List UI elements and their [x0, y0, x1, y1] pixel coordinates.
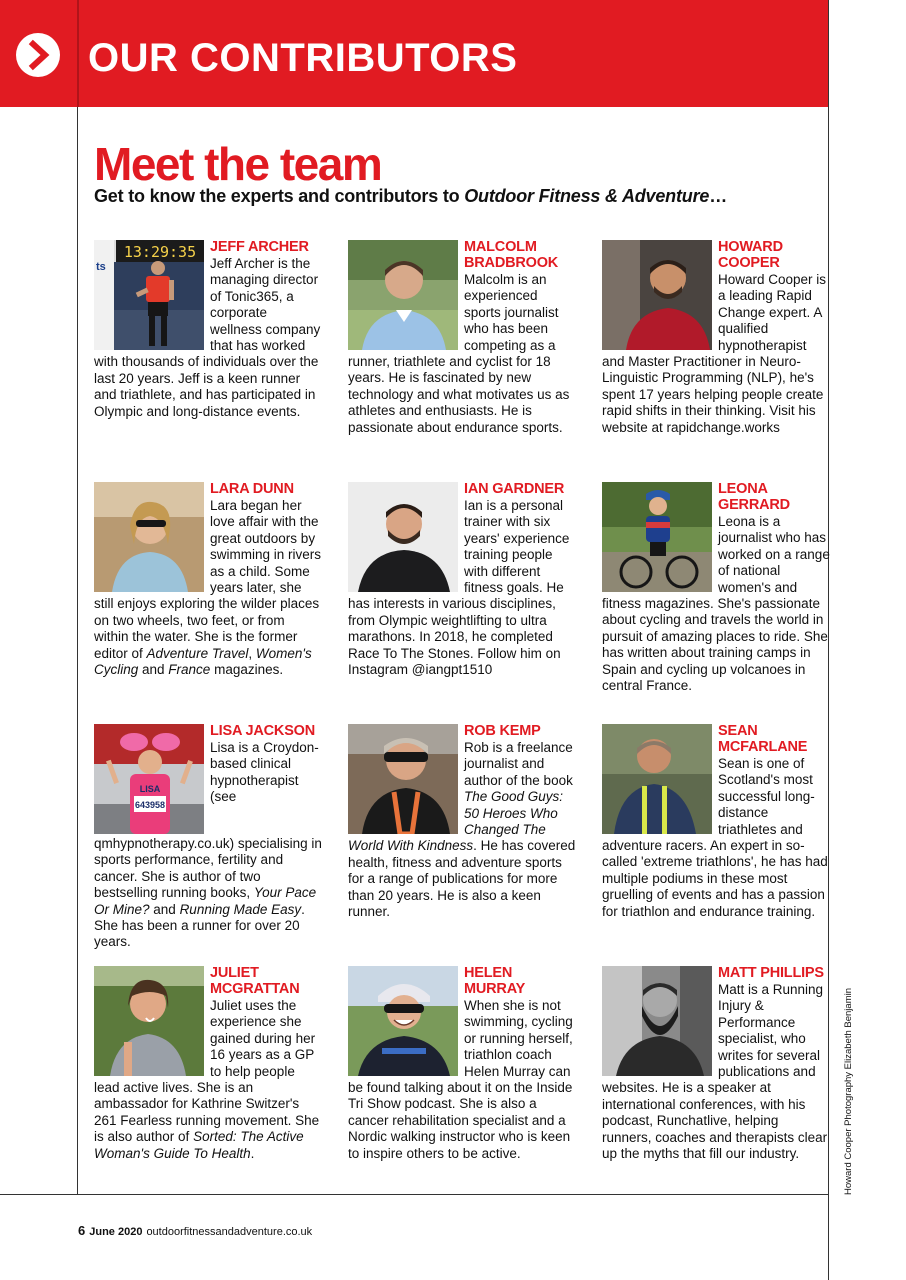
contributor-name: MATT PHILLIPS [718, 965, 824, 981]
contributor-name: IAN GARDNER [464, 481, 565, 497]
leona-gerrard-photo [602, 482, 712, 592]
svg-text:ts: ts [96, 261, 106, 273]
malcolm-bradbrook-photo [348, 240, 458, 350]
contributor-bio: Howard Cooper is a leading Rapid Change expert. A qualified hypnotherapist and Master Practitioner in Neuro-Linguistic Programming (NLP), he's spent 17 years helping people create rapid shifts in their thinking. Visit his website at rapidchange.works [602, 272, 827, 435]
contributor-bio: Rob is a freelance journalist and author of the book The Good Guys: 50 Heroes Who Changed The World With Kindness. He has covered health, fitness and adventure sports for a range of publications for more than 20 years. He is also a keen runner. [348, 740, 576, 920]
contributor-bio: Malcolm is an experienced sports journalist who has been competing as a runner, triathlete and cyclist for 18 years. He is fascinated by new technology and what motivates us as athletes and enthusiasts. He is passionate about endurance sports. [348, 272, 570, 435]
contributor-lisa-jackson [94, 724, 322, 952]
contributor-leona-gerrard [602, 482, 830, 710]
contributor-name: JEFF ARCHER [210, 239, 309, 255]
contributor-bio: Leona is a journalist who has worked on a range of national women's and fitness magazines. She's passionate about cycling and travels the world in pursuit of amazing places to ride. She has written about training camps in Spain and cycling up volcanoes in central France. [602, 514, 830, 694]
contributor-bio: Juliet uses the experience she gained during her 16 years as a GP to help people lead active lives. She is an ambassador for Kathrine Switzer's 261 Fearless running movement. She is also author of Sorted: The Active Woman's Guide To Health. [94, 998, 320, 1161]
page-number: 6 [78, 1223, 86, 1238]
matt-phillips-photo [602, 966, 712, 1076]
contributor-name: LARA DUNN [210, 481, 294, 497]
juliet-mcgrattan-photo [94, 966, 204, 1076]
website-url: outdoorfitnessandadventure.co.uk [146, 1226, 313, 1238]
contributor-bio: Lara began her love affair with the great outdoors by swimming in rivers as a child. Some years later, she still enjoys exploring the wilder places on two wheels, two feet, or from within the water. She is the former editor of Adventure Travel, Women's Cycling and France magazines. [94, 498, 322, 678]
page-headline: Meet the team [94, 138, 382, 190]
section-title: OUR CONTRIBUTORS [88, 36, 518, 80]
contributor-rob-kemp [348, 724, 576, 952]
page-subhead: Get to know the experts and contributors to Outdoor Fitness & Adventure… [94, 186, 727, 206]
contributor-name: LEONA GERRARD [718, 481, 790, 513]
lisa-jackson-photo [94, 724, 204, 834]
lara-dunn-photo [94, 482, 204, 592]
contributor-bio: When she is not swimming, cycling or running herself, triathlon coach Helen Murray can be found talking about it on the Inside Tri Show podcast. She is also a cancer rehabilitation specialist and a Nordic walking instructor who is keen to inspire others to be active. [348, 998, 573, 1161]
contributor-name: ROB KEMP [464, 723, 541, 739]
contributor-bio: Jeff Archer is the managing director of Tonic365, a corporate wellness company that has worked with thousands of individuals over the last 20 years. Jeff is a keen runner and triathlete, and has participated in Olympic and long-distance events. [94, 256, 321, 419]
contributor-name: JULIET MCGRATTAN [210, 965, 300, 997]
contributor-name: HELEN MURRAY [464, 965, 526, 997]
chevron-right-icon [16, 33, 60, 77]
jeff-archer-photo [94, 240, 204, 350]
sean-mcfarlane-photo [602, 724, 712, 834]
svg-text:LISA: LISA [139, 784, 161, 794]
svg-text:643958: 643958 [134, 800, 166, 810]
contributor-name: LISA JACKSON [210, 723, 316, 739]
contributor-helen-murray [348, 966, 576, 1194]
contributor-lara-dunn [94, 482, 322, 710]
photo-credit: Howard Cooper Photography Elizabeth Benjamin [843, 987, 854, 1195]
magazine-title: Outdoor Fitness & Adventure [464, 186, 710, 206]
contributor-jeff-archer [94, 240, 322, 468]
contributor-juliet-mcgrattan [94, 966, 322, 1194]
rob-kemp-photo [348, 724, 458, 834]
contributor-name: MALCOLM BRADBROOK [464, 239, 559, 271]
svg-text:13:29:35: 13:29:35 [123, 243, 197, 261]
contributor-bio: Matt is a Running Injury & Performance specialist, who writes for several publications and websites. He is a speaker at international conferences, with his podcast, Runchatlive, helping runners, coaches and therapists clear up the myths that fill our industry. [602, 982, 828, 1162]
howard-cooper-photo [602, 240, 712, 350]
ian-gardner-photo [348, 482, 458, 592]
contributor-bio: Lisa is a Croydon-based clinical hypnotherapist (see qmhypnotherapy.co.uk) specialising in sports performance, fertility and cancer. She is author of two bestselling running books, Your Pace Or Mine? and Running Made Easy. She has been a runner for over 20 years. [94, 740, 322, 950]
contributor-malcolm-bradbrook [348, 240, 576, 468]
contributor-sean-mcfarlane [602, 724, 830, 952]
contributor-name: HOWARD COOPER [718, 239, 783, 271]
page-footer [78, 1224, 312, 1239]
contributor-name: SEAN MCFARLANE [718, 723, 808, 755]
contributor-matt-phillips [602, 966, 830, 1194]
margin-rule-left [77, 107, 78, 1195]
issue-date: June 2020 [89, 1226, 143, 1238]
banner-divider [77, 0, 79, 107]
footer-rule [0, 1194, 828, 1195]
contributor-howard-cooper [602, 240, 830, 468]
helen-murray-photo [348, 966, 458, 1076]
contributor-bio: Ian is a personal trainer with six years' experience training people with different fitness goals. He has interests in various disciplines, from Olympic weightlifting to ultra marathons. In 2018, he completed Race To The Stones. Follow him on Instagram @iangpt1510 [348, 498, 570, 678]
contributor-ian-gardner [348, 482, 576, 710]
contributor-bio: Sean is one of Scotland's most successful long-distance triathletes and adventure racers. An expert in so-called 'extreme triathlons', he has had multiple podiums in these most gruelling of events and has a passion for triathlon and endurance training. [602, 756, 828, 919]
